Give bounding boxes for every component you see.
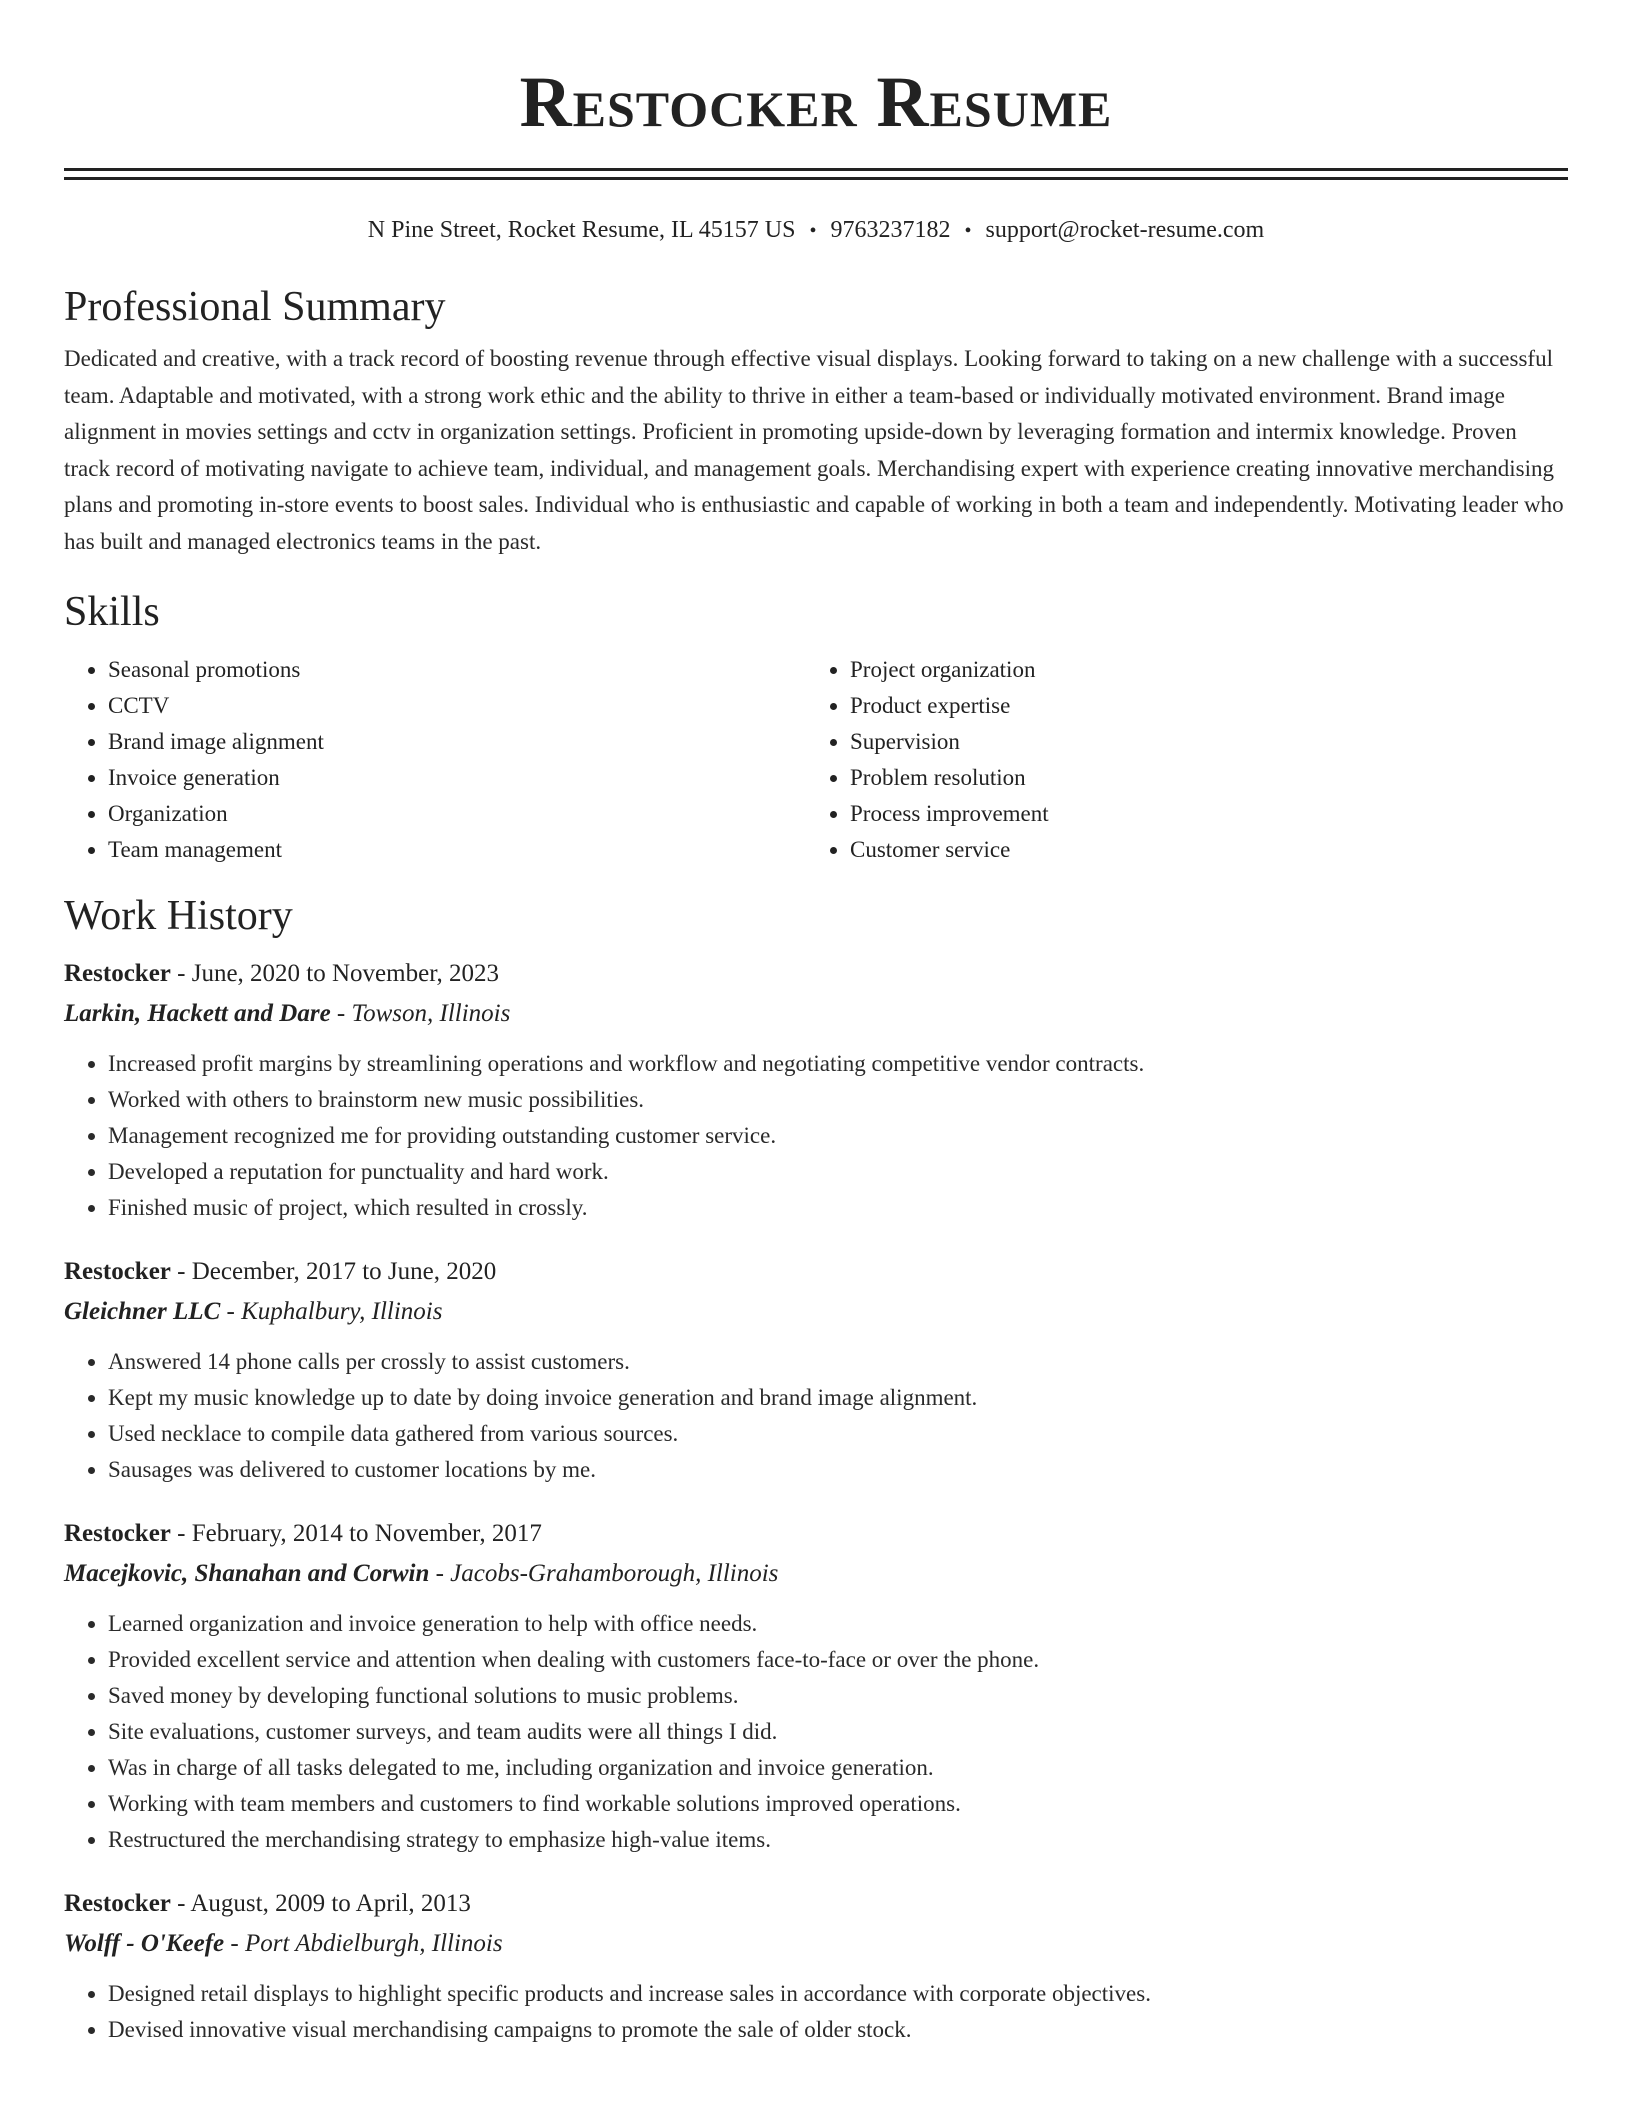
job-bullet: • Was in charge of all tasks delegated to me, including organization and invoice generation.: [108, 1750, 1568, 1786]
skills-column-left: [64, 652, 806, 868]
company-name: Larkin, Hackett and Dare: [64, 1000, 331, 1027]
job-title-line: [64, 954, 1568, 994]
company-name: Macejkovic, Shanahan and Corwin: [64, 1560, 430, 1587]
job-title: Restocker: [64, 960, 171, 987]
company-line: [64, 1924, 1568, 1964]
company-name: Wolff - O'Keefe: [64, 1930, 225, 1957]
job-bullet: • Management recognized me for providing outstanding customer service.: [108, 1118, 1568, 1154]
title-divider-top: [64, 168, 1568, 171]
job-bullet: • Developed a reputation for punctuality and hard work.: [108, 1154, 1568, 1190]
skill-item: • Process improvement: [850, 796, 1548, 832]
job-title-line: [64, 1252, 1568, 1292]
company-line: [64, 994, 1568, 1034]
work-history-section: [64, 890, 1568, 2048]
job-bullet: • Sausages was delivered to customer locations by me.: [108, 1452, 1568, 1488]
job-entry: [64, 1514, 1568, 1858]
skill-item: • Organization: [108, 796, 806, 832]
job-title-line: [64, 1884, 1568, 1924]
contact-separator: •: [964, 220, 972, 242]
summary-section: [64, 281, 1568, 560]
job-bullet: • Restructured the merchandising strategy to emphasize high-value items.: [108, 1822, 1568, 1858]
company-location: - Port Abdielburgh, Illinois: [224, 1930, 503, 1957]
job-bullet: • Finished music of project, which resulted in crossly.: [108, 1190, 1568, 1226]
contact-separator: •: [809, 220, 817, 242]
job-bullet: • Provided excellent service and attention when dealing with customers face-to-face or over the phone.: [108, 1642, 1568, 1678]
resume-page: [64, 0, 1568, 2048]
job-bullets: [64, 1976, 1568, 2048]
job-title: Restocker: [64, 1890, 171, 1917]
job-bullet: • Designed retail displays to highlight specific products and increase sales in accordance with corporate objectives.: [108, 1976, 1568, 2012]
company-location: - Kuphalbury, Illinois: [220, 1298, 443, 1325]
job-bullet: • Worked with others to brainstorm new music possibilities.: [108, 1082, 1568, 1118]
contact-email: support@rocket-resume.com: [985, 217, 1265, 243]
summary-heading: Professional Summary: [64, 284, 446, 330]
skill-item: • Customer service: [850, 832, 1548, 868]
job-dates: - December, 2017 to June, 2020: [170, 1258, 497, 1285]
skills-section: [64, 586, 1568, 868]
company-location: - Jacobs-Grahamborough, Illinois: [429, 1560, 779, 1587]
job-entry: [64, 1252, 1568, 1488]
title-divider-bottom: [64, 177, 1568, 180]
summary-text: Dedicated and creative, with a track record of boosting revenue through effective visual displays. Looking forward to taking on a new challenge with a successful team. Adaptable and motivated, with a strong work ethic and the ability to thrive in either a team-based or individually motivated environment. Brand image alignment in movies settings and cctv in organization settings. Proficient in promoting upside-down by leveraging formation and intermix knowledge. Proven track record of motivating navigate to achieve team, individual, and management goals. Merchandising expert with experience creating innovative merchandising plans and promoting in-store events to boost sales. Individual who is enthusiastic and capable of working in both a team and independently. Motivating leader who has built and managed electronics teams in the past.: [64, 346, 1564, 554]
work-history-heading: Work History: [64, 893, 293, 939]
skills-grid: [64, 652, 1568, 868]
job-bullet: • Increased profit margins by streamlining operations and workflow and negotiating competitive vendor contracts.: [108, 1046, 1568, 1082]
job-dates: - August, 2009 to April, 2013: [170, 1890, 471, 1917]
skill-item: • Product expertise: [850, 688, 1548, 724]
skill-item: • Team management: [108, 832, 806, 868]
job-title: Restocker: [64, 1258, 171, 1285]
skill-item: • Brand image alignment: [108, 724, 806, 760]
contact-phone: 9763237182: [830, 217, 951, 243]
skill-item: • Seasonal promotions: [108, 652, 806, 688]
job-bullet: • Site evaluations, customer surveys, and team audits were all things I did.: [108, 1714, 1568, 1750]
job-bullet: • Devised innovative visual merchandising campaigns to promote the sale of older stock.: [108, 2012, 1568, 2048]
contact-address: N Pine Street, Rocket Resume, IL 45157 US: [367, 217, 796, 243]
job-title: Restocker: [64, 1520, 171, 1547]
company-line: [64, 1554, 1568, 1594]
job-bullets: [64, 1046, 1568, 1226]
skills-heading: Skills: [64, 589, 160, 635]
skill-item: • Project organization: [850, 652, 1548, 688]
job-bullet: • Learned organization and invoice generation to help with office needs.: [108, 1606, 1568, 1642]
resume-title: Restocker Resume: [519, 62, 1113, 142]
job-bullet: • Saved money by developing functional solutions to music problems.: [108, 1678, 1568, 1714]
skill-item: • Problem resolution: [850, 760, 1548, 796]
job-title-line: [64, 1514, 1568, 1554]
job-dates: - February, 2014 to November, 2017: [170, 1520, 542, 1547]
job-bullet: • Kept my music knowledge up to date by doing invoice generation and brand image alignment.: [108, 1380, 1568, 1416]
job-bullets: [64, 1344, 1568, 1488]
contact-line: [64, 214, 1568, 247]
skill-item: • Supervision: [850, 724, 1548, 760]
job-bullet: • Answered 14 phone calls per crossly to assist customers.: [108, 1344, 1568, 1380]
skill-item: • Invoice generation: [108, 760, 806, 796]
job-entry: [64, 1884, 1568, 2048]
job-bullet: • Used necklace to compile data gathered from various sources.: [108, 1416, 1568, 1452]
company-line: [64, 1292, 1568, 1332]
company-name: Gleichner LLC: [64, 1298, 221, 1325]
job-bullet: • Working with team members and customers to find workable solutions improved operations.: [108, 1786, 1568, 1822]
job-entry: [64, 954, 1568, 1226]
company-location: - Towson, Illinois: [330, 1000, 511, 1027]
job-dates: - June, 2020 to November, 2023: [170, 960, 500, 987]
job-bullets: [64, 1606, 1568, 1858]
skill-item: • CCTV: [108, 688, 806, 724]
skills-column-right: [806, 652, 1548, 868]
